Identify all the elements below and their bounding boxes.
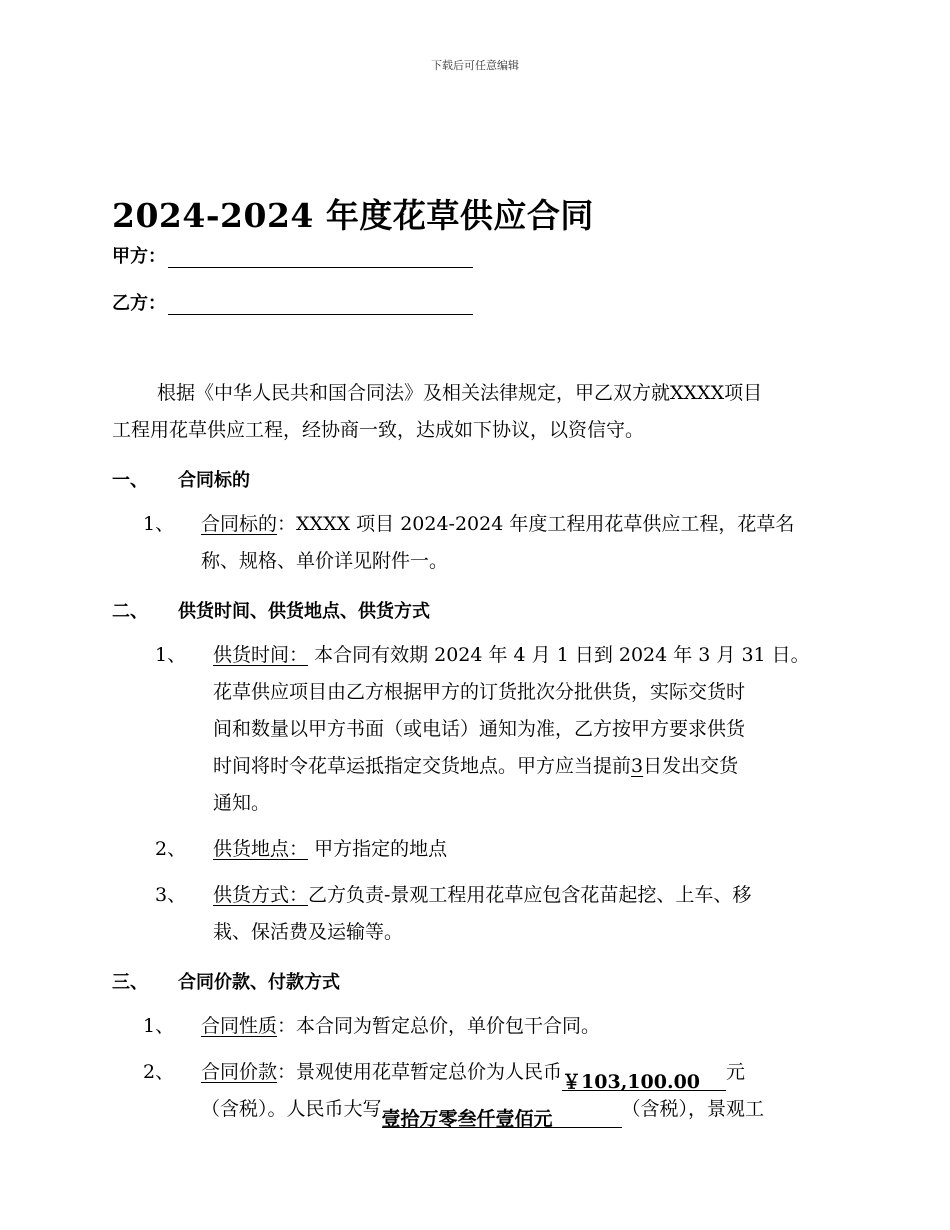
item-text: 甲方指定的地点: [314, 838, 448, 860]
section-2-number: 二、: [112, 601, 148, 622]
line-text: 时间将时令花草运抵指定交货地点。甲方应当提前: [213, 755, 632, 777]
section-3-heading: [112, 968, 340, 994]
item-label: 供货方式：: [213, 884, 309, 906]
amount-field: [562, 1064, 726, 1091]
section-3-item-1: [143, 1008, 601, 1045]
section-1-item-1-line-2: 称、规格、单价详见附件一。: [201, 550, 449, 572]
item-number: 2、: [143, 1061, 175, 1083]
item-number: 1、: [143, 1015, 175, 1037]
party-b-row: [112, 289, 473, 315]
notice-days: 3: [631, 755, 644, 777]
party-b-label: 乙方：: [112, 293, 166, 314]
line-text: （含税），景观工: [621, 1098, 765, 1120]
item-label: 供货地点：: [213, 838, 309, 860]
section-2-item-2: [155, 831, 448, 868]
contract-amount: ￥103,100.00: [562, 1071, 701, 1093]
item-number: 2、: [155, 838, 187, 860]
contract-amount-words: 壹拾万零叁仟壹佰元: [381, 1108, 553, 1130]
section-1-number: 一、: [112, 470, 148, 491]
item-text: 本合同有效期 2024 年 4 月 1 日到 2024 年 3 月 31 日。: [314, 644, 810, 666]
section-2-item-1-line-4: [213, 748, 738, 785]
preamble-line-2: 工程用花草供应工程，经协商一致，达成如下协议，以资信守。: [112, 419, 645, 441]
item-label: 合同性质: [201, 1015, 278, 1037]
section-2-item-3-line-2: 栽、保活费及运输等。: [213, 921, 404, 943]
section-2-item-1-line-5: 通知。: [213, 792, 271, 814]
section-3-number: 三、: [112, 972, 148, 993]
party-b-blank: [168, 292, 473, 315]
party-a-row: [112, 242, 473, 268]
section-2-title: 供货时间、供货地点、供货方式: [178, 601, 430, 622]
item-label: 合同价款: [201, 1061, 278, 1083]
section-2-item-1-line-3: 间和数量以甲方书面（或电话）通知为准，乙方按甲方要求供货: [213, 718, 746, 740]
item-label: 合同标的: [201, 513, 278, 535]
amount-words-field: [382, 1101, 622, 1128]
preamble-line-1: 根据《中华人民共和国合同法》及相关法律规定，甲乙双方就XXXX项目: [157, 382, 763, 404]
section-1-title: 合同标的: [178, 470, 250, 491]
line-text: （含税）。人民币大写: [201, 1098, 382, 1120]
section-2-item-3: [155, 877, 752, 914]
section-2-item-1-line-2: 花草供应项目由乙方根据甲方的订货批次分批供货，实际交货时: [213, 681, 746, 703]
section-2-item-1: [155, 637, 810, 674]
party-a-label: 甲方：: [112, 246, 166, 267]
item-text: ：景观使用花草暂定总价为人民币: [277, 1061, 563, 1083]
section-1-heading: [112, 466, 250, 492]
line-text: 日发出交货: [643, 755, 739, 777]
item-text: ：本合同为暂定总价，单价包干合同。: [277, 1015, 601, 1037]
section-2-heading: [112, 597, 430, 623]
header-note: 下载后可任意编辑: [431, 59, 519, 72]
contract-title: 2024-2024 年度花草供应合同: [112, 196, 594, 235]
amount-unit: 元: [726, 1061, 746, 1083]
item-number: 3、: [155, 884, 187, 906]
section-3-item-2-line-2: [201, 1091, 764, 1128]
item-number: 1、: [155, 644, 187, 666]
item-label: 供货时间：: [213, 644, 309, 666]
section-3-title: 合同价款、付款方式: [178, 972, 340, 993]
item-number: 1、: [143, 513, 175, 535]
item-text: ：XXXX 项目 2024-2024 年度工程用花草供应工程，花草名: [277, 513, 795, 535]
item-text: 乙方负责-景观工程用花草应包含花苗起挖、上车、移: [308, 884, 752, 906]
party-a-blank: [168, 245, 473, 268]
section-1-item-1: [143, 506, 795, 543]
section-3-item-2: [143, 1054, 746, 1093]
